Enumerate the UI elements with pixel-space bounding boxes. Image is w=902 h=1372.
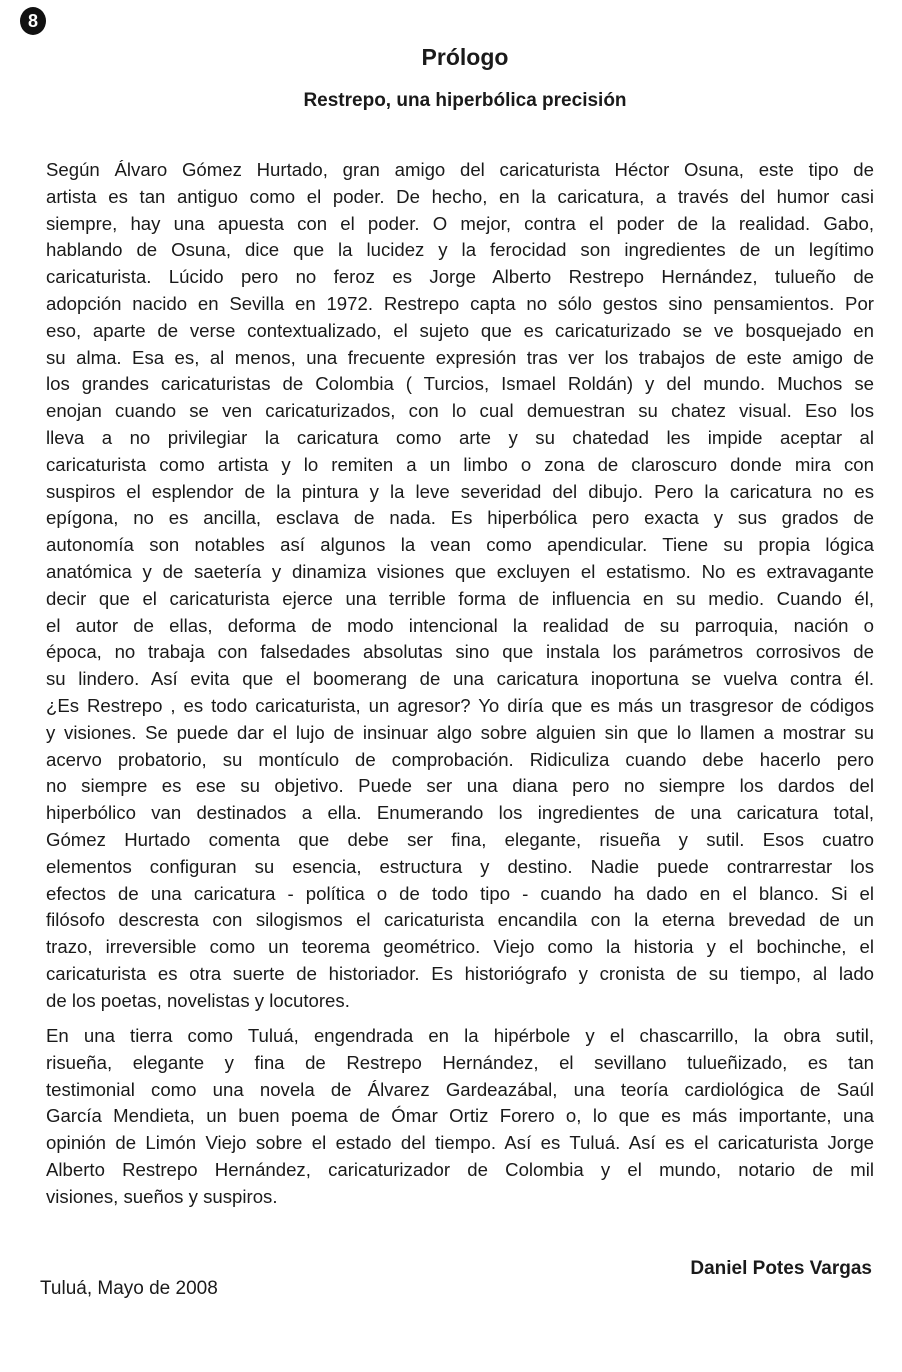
text-line: risueña, elegante y fina de Restrepo Hernández, el sevillano tulueñizado, es tan — [46, 1051, 874, 1073]
place-date: Tuluá, Mayo de 2008 — [40, 1278, 218, 1299]
text-line: opinión de Limón Viejo sobre el estado del tiempo. Así es Tuluá. Así es el caricaturista Jorge — [46, 1132, 874, 1154]
text-line: Alberto Restrepo Hernández, caricaturizador de Colombia y el mundo, notario de mil — [46, 1158, 874, 1180]
text-line: eso, aparte de verse contextualizado, el sujeto que es caricaturizado se ve bosquejado en — [46, 319, 874, 341]
text-line: ¿Es Restrepo , es todo caricaturista, un agresor? Yo diría que es más un trasgresor de códigos — [46, 694, 874, 716]
text-line: caricaturista. Lúcido pero no feroz es Jorge Alberto Restrepo Hernández, tulueño de — [46, 266, 874, 288]
text-line: filósofo descresta con silogismos el caricaturista encandila con la eterna brevedad de un — [46, 909, 874, 931]
text-line: y visiones. Se puede dar el lujo de insinuar algo sobre alguien sin que lo llamen a mostrar su — [46, 721, 874, 743]
page-title: Prólogo — [421, 44, 509, 70]
page-number-badge: 8 — [20, 7, 46, 35]
paragraph-1 — [46, 157, 874, 1015]
text-line: enojan cuando se ven caricaturizados, con lo cual demuestran su chatez visual. Eso los — [46, 400, 874, 422]
text-line: García Mendieta, un buen poema de Ómar Ortiz Forero o, lo que es más importante, una — [46, 1105, 874, 1127]
paragraph-2 — [46, 1023, 874, 1211]
text-line: los grandes caricaturistas de Colombia ( Turcios, Ismael Roldán) y del mundo. Muchos se — [46, 373, 874, 395]
text-line: hablando de Osuna, dice que la lucidez y la ferocidad son ingredientes de un legítimo — [46, 239, 874, 261]
page-subtitle: Restrepo, una hiperbólica precisión — [303, 90, 627, 111]
text-line: anatómica y de saetería y dinamiza visiones que excluyen el estatismo. No es extravagante — [46, 560, 874, 582]
text-line: de los poetas, novelistas y locutores. — [46, 989, 350, 1011]
text-line: testimonial como una novela de Álvarez Gardeazábal, una teoría cardiológica de Saúl — [46, 1078, 874, 1100]
text-line: decir que el caricaturista ejerce una terrible forma de influencia en su medio. Cuando él, — [46, 587, 874, 609]
text-line: hiperbólico van destinados a ella. Enumerando los ingredientes de una caricatura total, — [46, 802, 874, 824]
text-line: su lindero. Así evita que el boomerang de una caricatura inoportuna se vuelva contra él. — [46, 668, 874, 690]
text-line: Gómez Hurtado comenta que debe ser fina, elegante, risueña y sutil. Esos cuatro — [46, 828, 874, 850]
text-line: época, no trabaja con falsedades absolutas sino que instala los parámetros corrosivos de — [46, 641, 874, 663]
text-line: epígona, no es ancilla, esclava de nada. Es hiperbólica pero exacta y sus grados de — [46, 507, 874, 529]
text-line: caricaturista es otra suerte de historiador. Es historiógrafo y cronista de su tiempo, al lado — [46, 962, 874, 984]
text-line: lleva a no privilegiar la caricatura como arte y su chatedad les impide aceptar al — [46, 426, 874, 448]
text-line: autonomía son notables así algunos la vean como apendicular. Tiene su propia lógica — [46, 534, 874, 556]
text-line: su alma. Esa es, al menos, una frecuente expresión tras ver los trabajos de este amigo de — [46, 346, 874, 368]
text-line: visiones, sueños y suspiros. — [46, 1185, 278, 1207]
text-line: artista es tan antiguo como el poder. De hecho, en la caricatura, a través del humor casi — [46, 185, 874, 207]
text-line: no siempre es ese su objetivo. Puede ser una diana pero no siempre los dardos del — [46, 775, 874, 797]
text-line: elementos configuran su esencia, estructura y destino. Nadie puede contrarrestar los — [46, 855, 874, 877]
text-line: acervo probatorio, su montículo de comprobación. Ridiculiza cuando debe hacerlo pero — [46, 748, 874, 770]
text-line: efectos de una caricatura - política o de todo tipo - cuando ha dado en el blanco. Si el — [46, 882, 874, 904]
text-line: adopción nacido en Sevilla en 1972. Restrepo capta no sólo gestos sino pensamientos. Por — [46, 292, 874, 314]
author-signature: Daniel Potes Vargas — [690, 1258, 872, 1279]
text-line: el autor de ellas, deforma de modo intencional la realidad de su parroquia, nación o — [46, 614, 874, 636]
text-line: Según Álvaro Gómez Hurtado, gran amigo del caricaturista Héctor Osuna, este tipo de — [46, 159, 874, 180]
text-line: suspiros el esplendor de la pintura y la leve severidad del dibujo. Pero la caricatura no es — [46, 480, 874, 502]
text-line: trazo, irreversible como un teorema geométrico. Viejo como la historia y el bochinche, el — [46, 936, 874, 958]
text-line: En una tierra como Tuluá, engendrada en la hipérbole y el chascarrillo, la obra sutil, — [46, 1025, 874, 1046]
text-line: caricaturista como artista y lo remiten a un limbo o zona de claroscuro donde mira con — [46, 453, 874, 475]
text-line: siempre, hay una apuesta con el poder. O mejor, contra el poder de la realidad. Gabo, — [46, 212, 874, 234]
